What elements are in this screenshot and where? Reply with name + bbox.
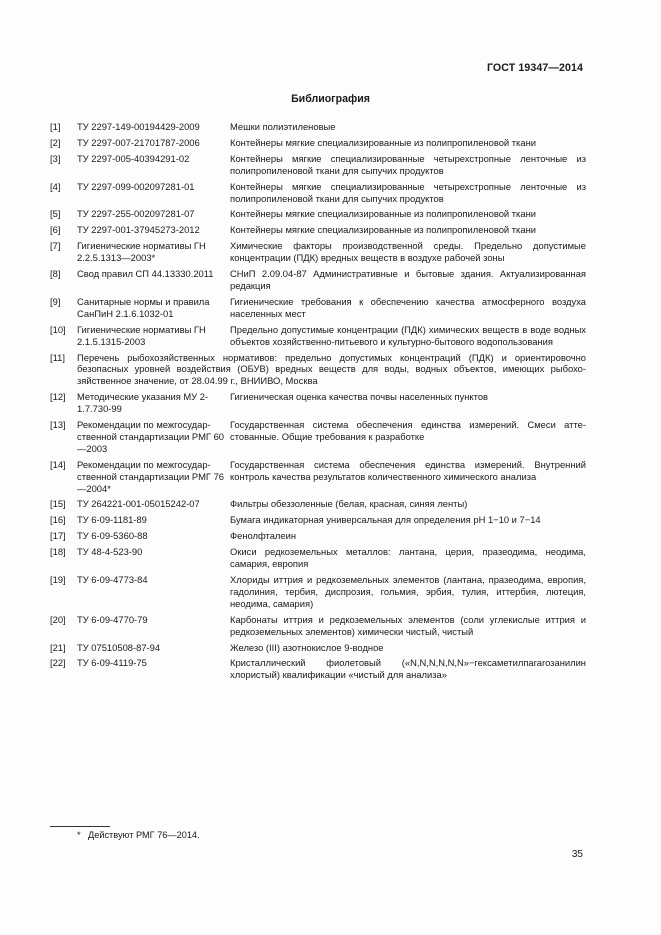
entry-description: Контейнеры мягкие специализированные из полипропиленовой ткани — [230, 136, 536, 148]
bibliography-entry — [50, 268, 586, 292]
entry-description: Окиси редкоземельных металлов: лантана, церия, празеодима, неодима, самария, европия — [230, 546, 586, 570]
entry-document-code: ТУ 2297-007-21701787-2006 — [77, 136, 200, 148]
entry-description: Предельно допустимые концентрации (ПДК) химических веществ в воде водных объектов хозяйственно-питьевого и культурно-бытового водопользования — [230, 323, 586, 347]
bibliography-entry — [50, 296, 586, 320]
entry-description: Контейнеры мягкие специализированные из полипропиленовой ткани — [230, 224, 536, 236]
bibliography-list — [50, 121, 586, 685]
entry-number: [15] — [50, 498, 66, 510]
entry-document-code: Гигиенические нормативы ГН 2.2.5.1313—2003* — [77, 240, 206, 264]
entry-description: СНиП 2.09.04-87 Административные и бытовые здания. Актуализированная редакция — [230, 268, 586, 291]
entry-number: [3] — [50, 152, 61, 164]
bibliography-entry — [50, 137, 586, 149]
entry-number: [12] — [50, 391, 66, 403]
entry-number: [22] — [50, 657, 66, 669]
entry-number: [16] — [50, 514, 66, 526]
bibliography-entry — [50, 181, 586, 205]
entry-number: [20] — [50, 613, 66, 625]
entry-document-code: Гигиенические нормативы ГН 2.1.5.1315-2003 — [77, 323, 206, 347]
entry-number: [9] — [50, 295, 61, 307]
entry-description: Перечень рыбохозяйственных нормативов: предельно допустимых концентраций (ПДК) и ориентировочно безопасных уровней воздействия (ОБУВ) вредных веществ для воды, водных объектов, имеющих рыбохозяйственное значение, от 28.04.99 г., ВНИИВО, Москва — [77, 351, 586, 387]
entry-document-code: ТУ 6-09-4773-84 — [77, 574, 148, 585]
footnote-text: Действуют РМГ 76—2014. — [88, 830, 200, 840]
bibliography-entry — [50, 324, 586, 348]
entry-document-code: Санитарные нормы и правила СанПиН 2.1.6.1032-01 — [77, 295, 210, 319]
entry-number: [13] — [50, 419, 66, 431]
entry-description: Бумага индикаторная универсальная для определения pH 1−10 и 7−14 — [230, 514, 541, 526]
bibliography-entry — [50, 208, 586, 220]
bibliography-entry — [50, 614, 586, 638]
entry-description: Химические факторы производственной среды. Предельно допустимые концентрации (ПДК) вредных веществ в воздухе рабочей зоны — [230, 240, 586, 264]
entry-number: [4] — [50, 180, 61, 192]
entry-description: Хлориды иттрия и редкоземельных элементов (лантана, празеодима, европия, гадолиния, тербия, диспрозия, гольмия, эрбия, тулия, иттербия, лютеция, неодима, самария) — [230, 574, 586, 609]
entry-number: [14] — [50, 458, 66, 470]
entry-number: [17] — [50, 530, 66, 542]
bibliography-entry — [50, 546, 586, 570]
bibliography-entry — [50, 352, 586, 388]
entry-document-code: ТУ 6-09-5360-88 — [77, 530, 148, 542]
entry-document-code: ТУ 2297-255-002097281-07 — [77, 208, 195, 220]
entry-number: [10] — [50, 323, 66, 335]
entry-number: [1] — [50, 121, 61, 132]
entry-number: [21] — [50, 641, 66, 653]
entry-document-code: ТУ 264221-001-05015242-07 — [77, 498, 200, 510]
entry-description: Контейнеры мягкие специализированные из полипропиленовой ткани — [230, 208, 536, 220]
entry-description: Контейнеры мягкие специализированные четырехстропные ленточные из полипропиленовой ткани для сыпучих продуктов — [230, 152, 586, 176]
bibliography-entry — [50, 391, 586, 415]
entry-document-code: ТУ 07510508-87-94 — [77, 641, 161, 653]
bibliography-entry — [50, 419, 586, 455]
entry-document-code: ТУ 6-09-1181-89 — [77, 514, 147, 526]
entry-document-code: ТУ 2297-149-00194429-2009 — [77, 121, 200, 132]
bibliography-entry — [50, 574, 586, 610]
entry-number: [18] — [50, 546, 66, 558]
entry-description: Государственная система обеспечения единства измерений. Внутренний контроль качества результатов количественного химического анализа — [230, 458, 586, 482]
page-title: Библиография — [291, 93, 370, 105]
entry-number: [7] — [50, 240, 61, 252]
entry-document-code: ТУ 2297-099-002097281-01 — [77, 180, 195, 192]
entry-description: Государственная система обеспечения единства измерений. Смеси аттестованные. Общие требования к разработке — [230, 419, 586, 442]
entry-description: Гигиеническая оценка качества почвы населенных пунктов — [230, 391, 489, 403]
entry-document-code: ТУ 6-09-4770-79 — [77, 613, 148, 625]
entry-description: Железо (III) азотнокислое 9-водное — [230, 641, 384, 653]
entry-document-code: Свод правил СП 44.13330.2011 — [77, 268, 214, 280]
bibliography-entry — [50, 240, 586, 264]
entry-document-code: Методические указания МУ 2-1.7.730-99 — [77, 391, 209, 415]
entry-description: Фенолфталеин — [230, 530, 297, 542]
entry-document-code: ТУ 48-4-523-90 — [77, 546, 143, 558]
entry-document-code: ТУ 6-09-4119-75 — [77, 657, 147, 669]
page-number: 35 — [571, 849, 583, 860]
entry-number: [5] — [50, 208, 61, 220]
bibliography-entry — [50, 224, 586, 236]
entry-description: Карбонаты иттрия и редкоземельных элементов (соли углекислые иттрия и редкоземельных элементов) химически чистый, чистый — [230, 613, 586, 637]
entry-description: Мешки полиэтиленовые — [230, 121, 336, 132]
bibliography-entry — [50, 459, 586, 495]
entry-description: Кристаллический фиолетовый («N,N,N,N,N,N»−гексаметилпararозанилин хлористый) квалификации «чистый для анализа» — [230, 657, 586, 681]
bibliography-entry — [50, 498, 586, 510]
entry-description: Контейнеры мягкие специализированные четырехстропные ленточные из полипропиленовой ткани для сыпучих продуктов — [230, 180, 586, 204]
entry-document-code: ТУ 2297-001-37945273-2012 — [77, 224, 200, 236]
entry-number: [11] — [50, 351, 65, 363]
entry-description: Гигиенические требования к обеспечению качества атмосферного воздуха населенных мест — [230, 295, 586, 319]
entry-number: [2] — [50, 136, 61, 148]
entry-document-code: Рекомендации по межгосударственной стандартизации РМГ 76—2004* — [77, 458, 224, 494]
entry-document-code: ТУ 2297-005-40394291-02 — [77, 152, 190, 164]
standard-code: ГОСТ 19347—2014 — [486, 62, 583, 74]
entry-description: Фильтры обеззоленные (белая, красная, синяя ленты) — [230, 498, 468, 510]
bibliography-entry — [50, 121, 586, 133]
bibliography-entry — [50, 153, 586, 177]
entry-document-code: Рекомендации по межгосударственной стандартизации РМГ 60—2003 — [77, 419, 224, 454]
footnote-divider — [50, 826, 110, 827]
footnote-mark: * — [77, 830, 81, 840]
bibliography-entry — [50, 657, 586, 681]
bibliography-entry — [50, 514, 586, 526]
bibliography-entry — [50, 642, 586, 654]
entry-number: [8] — [50, 268, 61, 280]
footnote — [77, 830, 200, 840]
entry-number: [6] — [50, 224, 61, 236]
bibliography-entry — [50, 530, 586, 542]
entry-number: [19] — [50, 574, 66, 585]
